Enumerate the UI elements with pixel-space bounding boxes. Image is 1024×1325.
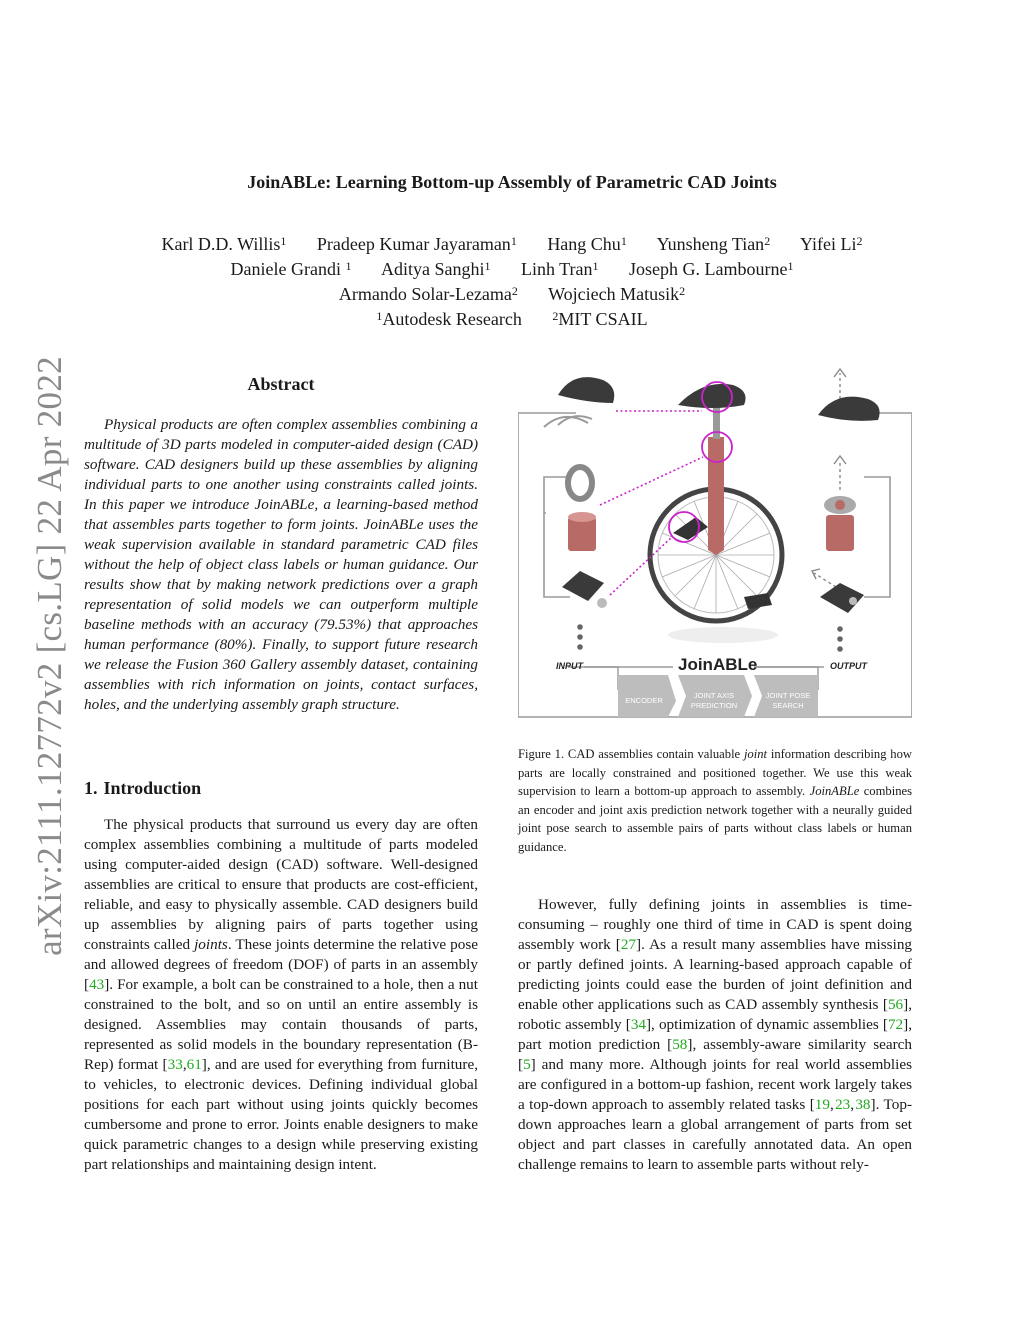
affiliation-number: 2 — [552, 309, 559, 323]
more-dot-icon — [577, 634, 583, 640]
output-tube-icon — [826, 515, 854, 551]
ring-part-icon — [568, 467, 592, 499]
more-dot-icon — [577, 644, 583, 650]
paper-title: JoinABLe: Learning Bottom-up Assembly of Parametric CAD Joints — [247, 172, 777, 192]
text-run: CAD assemblies contain valuable — [567, 747, 744, 761]
figure-1 — [518, 365, 912, 720]
joinable-brand: JoinABLe — [678, 655, 758, 674]
unicycle-pedal-left-icon — [673, 517, 708, 540]
author-affiliation-mark: 2 — [679, 284, 686, 298]
text-run: ]. For example, a bolt can be constrained to a hole, then a nut constrained to the bolt, and so on until an entire assembly is designed. Assemblies may contain thousands of parts, represented as solid models in the boundary representation (B-Rep) format [ — [84, 976, 478, 1073]
author-name: Daniele Grandi — [230, 259, 341, 279]
more-dot-icon — [837, 646, 843, 652]
author-affiliation-mark: 1 — [345, 259, 352, 273]
joint-link-dotted — [610, 537, 672, 595]
joint-axis-label-line: PREDICTION — [690, 701, 738, 710]
citation-link[interactable]: 23 — [835, 1096, 851, 1113]
emphasis-text: JoinABLe — [809, 784, 860, 798]
author-name: Armando Solar-Lezama — [338, 284, 512, 304]
unicycle-seat-icon — [678, 384, 746, 408]
citation-link[interactable]: 5 — [523, 1056, 531, 1073]
intro-paragraph-2: However, fully defining joints in assemblies is time-consuming – roughly one third of time in CAD is spent doing assembly work [27]. As a result many assemblies have missing or partly defined joints. A learning-based approach capable of predicting joints could ease the burden of joint definition and enable other applications such as CAD assembly synthesis [56], robotic assembly [34], optimization of dynamic assemblies [72], part motion prediction [58], assembly-aware similarity search [5] and many more. Although joints for real world assemblies are configured in a bottom-up fashion, recent work largely takes a top-down approach to assembly related tasks [19, 23, 38]. Top-down approaches learn a global arrangement of parts from set object and part classes in carefully annotated data. An open challenge remains to learn to assemble parts without rely- — [518, 896, 913, 1173]
more-dot-icon — [837, 636, 843, 642]
joint-pose-label-line: SEARCH — [772, 701, 804, 710]
arxiv-identifier-text: arXiv:2111.12772v2 [cs.LG] 22 Apr 2022 — [30, 356, 69, 956]
author-name: Aditya Sanghi — [380, 259, 485, 279]
output-pedal-icon — [820, 583, 864, 613]
author-block — [0, 232, 1024, 332]
abstract-text: Physical products are often complex assemblies combining a multitude of 3D parts modeled in computer-aided design (CAD) software. CAD designers build up these assemblies by aligning individual parts to one another using constraints called joints. In this paper we introduce JoinABLe, a learning-based method that assembles parts together to form joints. JoinABLe uses the weak supervision available in standard parametric CAD files without the help of object class labels or human guidance. Our results show that by making network predictions over a graph representation of solid models we can outperform multiple baseline methods with an accuracy (79.53%) that approaches human performance (80%). Finally, to support future research we release the Fusion 360 Gallery assembly dataset, containing assemblies with rich information on joints, contact surfaces, holes, and the underlying assembly graph structure. — [84, 416, 478, 713]
joint-pose-label-line: JOINT POSE — [765, 691, 811, 700]
ground-shadow — [668, 627, 778, 643]
bolt-part-icon — [597, 598, 607, 608]
joint-axis-label-line: JOINT AXIS — [693, 691, 735, 700]
section-number: 1. — [84, 778, 98, 798]
text-run: . These joints determine the relative pose and allowed degrees of freedom (DOF) of parts in an assembly [ — [84, 936, 478, 993]
citation-link[interactable]: 19 — [814, 1096, 830, 1113]
author-affiliation-mark: 1 — [620, 234, 627, 248]
author-line-1 — [0, 232, 1024, 257]
joint-axis-label — [684, 691, 744, 711]
citation-link[interactable]: 38 — [855, 1096, 871, 1113]
text-run: ]. As a result many assemblies have missing or partly defined joints. A learning-based approach capable of predicting joints could ease the burden of joint definition and enable other applications such as CAD assembly synthesis [ — [518, 936, 913, 1013]
author-affiliation-mark: 1 — [484, 259, 491, 273]
author-affiliation-mark: 1 — [510, 234, 517, 248]
author-name: Linh Tran — [520, 259, 593, 279]
author-affiliation-mark: 2 — [511, 284, 518, 298]
figure-1-caption — [518, 745, 912, 856]
citation-link[interactable]: 34 — [630, 1016, 646, 1033]
text-run: combines an encoder and joint axis prediction network together with a neurally guided joint pose search to assemble pairs of parts without class labels or human guidance. — [518, 784, 912, 854]
text-run: ] and many more. Although joints for real world assemblies are configured in a bottom-up fashion, recent work largely takes a top-down approach to assembly related tasks [ — [518, 1056, 912, 1113]
citation-link[interactable]: 33 — [167, 1056, 183, 1073]
author-name: Yunsheng Tian — [656, 234, 765, 254]
abstract-heading: Abstract — [247, 374, 315, 394]
citation-link[interactable]: 43 — [89, 976, 105, 993]
section-heading-introduction — [84, 778, 201, 799]
joint-pose-label — [758, 691, 818, 711]
affiliation-name: Autodesk Research — [382, 309, 522, 329]
output-bolt-icon — [849, 597, 857, 605]
seat-clip-icon — [544, 416, 592, 427]
tube-top-icon — [568, 512, 596, 522]
citation-link[interactable]: 61 — [186, 1056, 202, 1073]
author-name: Hang Chu — [547, 234, 621, 254]
text-run: ]. Top-down approaches learn a global arrangement of parts from set object and part classes in carefully annotated data. An open challenge remains to learn to assemble parts without rely- — [518, 1096, 912, 1173]
text-run: The physical products that surround us every day are often complex assemblies combining a multitude of parts modeled using computer-aided design (CAD) software. Well-designed assemblies are critical to ensure that products are cost-efficient, reliable, and easy to physically assemble. CAD designers build up assemblies by aligning pairs of parts together using constraints called — [84, 816, 478, 953]
text-run: ], and are used for everything from furniture, to vehicles, to electronic devices. Defining individual global positions for each part without using joints quickly becomes cumbersome and prone to error. Joints enable designers to make quick parametric changes to a design while preserving existing part relationships and maintaining design intent. — [84, 1056, 478, 1173]
text-run: ], part motion prediction [ — [518, 1016, 912, 1053]
author-affiliation-mark: 1 — [592, 259, 599, 273]
author-name: Wojciech Matusik — [548, 284, 680, 304]
text-run: ], assembly-aware similarity search [ — [518, 1036, 912, 1073]
caption-label: Figure 1. — [518, 747, 565, 761]
arrow-diagonal-icon — [812, 569, 820, 579]
text-run: ], optimization of dynamic assemblies [ — [646, 1016, 888, 1033]
author-name: Joseph G. Lambourne — [629, 259, 788, 279]
unicycle-pedal-right-icon — [744, 593, 772, 609]
emphasis-text: joints — [194, 936, 228, 953]
text-run: However, fully defining joints in assemblies is time-consuming – roughly one third of time in CAD is spent doing assembly work [ — [518, 896, 912, 953]
author-line-2 — [0, 257, 1024, 282]
author-name: Yifei Li — [800, 234, 857, 254]
author-affiliation-mark: 1 — [787, 259, 794, 273]
author-name: Karl D.D. Willis — [161, 234, 281, 254]
affiliation-line — [0, 307, 1024, 332]
author-line-3 — [0, 282, 1024, 307]
seat-part-icon — [558, 377, 614, 403]
author-affiliation-mark: 2 — [856, 234, 863, 248]
more-dot-icon — [837, 626, 843, 632]
output-seat-icon — [818, 397, 880, 421]
citation-link[interactable]: 72 — [887, 1016, 904, 1033]
output-label: OUTPUT — [830, 661, 867, 671]
emphasis-text: joint — [743, 747, 768, 761]
author-affiliation-mark: 2 — [764, 234, 771, 248]
citation-link[interactable]: 27 — [620, 936, 637, 953]
tube-part-icon — [568, 517, 596, 551]
more-dot-icon — [577, 624, 583, 630]
citation-link[interactable]: 56 — [887, 996, 904, 1013]
citation-link[interactable]: 58 — [672, 1036, 688, 1053]
encoder-label: ENCODER — [625, 696, 663, 705]
author-name: Pradeep Kumar Jayaraman — [316, 234, 511, 254]
affiliation-number: 1 — [376, 309, 383, 323]
author-affiliation-mark: 1 — [280, 234, 287, 248]
section-title: Introduction — [103, 778, 202, 798]
intro-paragraph-1: The physical products that surround us every day are often complex assemblies combining a multitude of parts modeled using computer-aided design (CAD) software. Well-designed assemblies are critical to ensure that products are cost-efficient, reliable, and easy to physically assemble. CAD designers build up assemblies by aligning pairs of parts together using constraints called joints. These joints determine the relative pose and allowed degrees of freedom (DOF) of parts in an assembly [43]. For example, a bolt can be constrained to a hole, then a nut constrained to the bolt, and so on until an entire assembly is designed. Assemblies may contain thousands of parts, represented as solid models in the boundary representation (B-Rep) format [33,61], and are used for everything from furniture, to vehicles, to electronic devices. Defining individual global positions for each part without using joints quickly becomes cumbersome and prone to error. Joints enable designers to make quick parametric changes to a design while preserving existing part relationships and maintaining design intent. — [84, 816, 478, 1173]
output-ring-core-icon — [835, 500, 845, 510]
output-arrow-line — [814, 573, 836, 587]
unicycle-fork-icon — [708, 437, 724, 555]
right-bracket — [864, 477, 890, 597]
text-run: information describing how parts are locally constrained and positioned together. We use this weak supervision to learn a bottom-up approach to assembly. — [518, 747, 912, 798]
input-label: INPUT — [556, 661, 583, 671]
affiliation-name: MIT CSAIL — [558, 309, 648, 329]
text-run: ], robotic assembly [ — [518, 996, 912, 1033]
